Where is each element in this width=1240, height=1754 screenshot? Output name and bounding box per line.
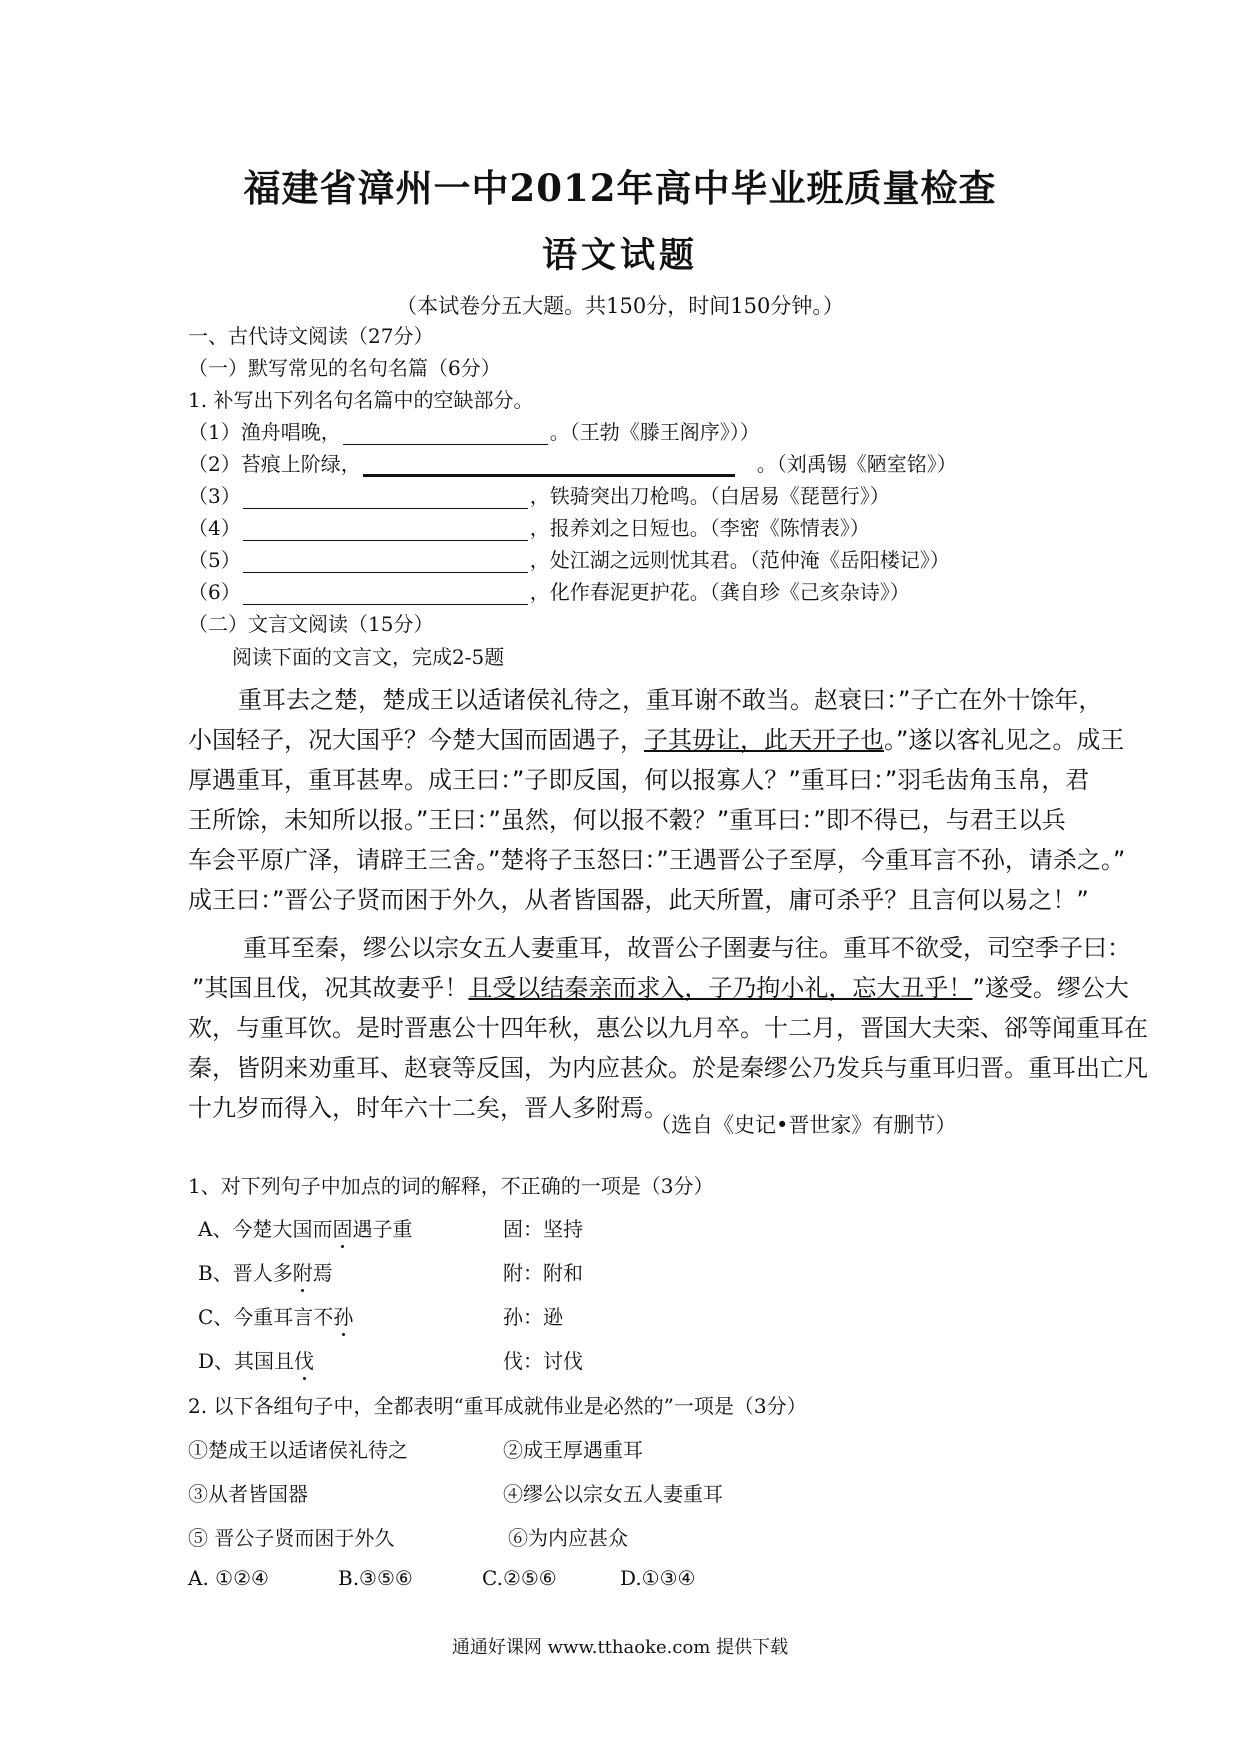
exam-title: 福建省漳州一中2012年高中毕业班质量检查 bbox=[243, 166, 997, 210]
option-d-explanation: 伐：讨伐 bbox=[503, 1349, 583, 1373]
answer-blank[interactable] bbox=[343, 424, 548, 445]
passage-line: 重耳至秦，缪公以宗女五人妻重耳，故晋公子圉妻与往。重耳不欲受，司空季子曰： bbox=[243, 934, 1131, 962]
question-stem: 1. 补写出下列名句名篇中的空缺部分。 bbox=[188, 388, 534, 412]
option-c-explanation: 孙：逊 bbox=[503, 1305, 563, 1329]
fill-suffix: 。（王勃《滕王阁序》）） bbox=[549, 420, 760, 444]
choice-c: C.②⑤⑥ bbox=[482, 1566, 557, 1590]
fill-item-2 bbox=[188, 448, 957, 477]
section-heading: 一、古代诗文阅读（27分） bbox=[188, 324, 434, 348]
sentence-item: ①楚成王以适诸侯礼待之 bbox=[188, 1438, 408, 1462]
answer-blank[interactable] bbox=[243, 520, 528, 541]
dotted-word: 附 bbox=[292, 1261, 313, 1285]
passage-line: 厚遇重耳，重耳甚卑。成王曰：”子即反国，何以报寡人？”重耳曰：”羽毛齿角玉帛，君 bbox=[188, 766, 1090, 794]
fill-suffix: ，报养刘之日短也。（李密《陈情表》） bbox=[529, 516, 870, 540]
passage-line: 王所馀，未知所以报。”王曰：”虽然，何以报不穀？”重耳曰：”即不得已，与君王以兵 bbox=[188, 806, 1066, 834]
fill-number: （6） bbox=[188, 580, 241, 604]
choice-b: B.③⑤⑥ bbox=[338, 1566, 413, 1590]
passage-text: 。”遂以客礼见之。成王 bbox=[884, 726, 1125, 754]
fill-item-4 bbox=[188, 512, 870, 541]
passage-text: 小国轻子，况大国乎？今楚大国而固遇子， bbox=[188, 726, 644, 754]
option-c bbox=[198, 1301, 353, 1330]
fill-item-6 bbox=[188, 576, 910, 605]
fill-item-5 bbox=[188, 544, 950, 573]
question-stem: 1、对下列句子中加点的词的解释，不正确的一项是（3分） bbox=[188, 1174, 714, 1198]
option-a bbox=[198, 1213, 412, 1242]
reading-instruction: 阅读下面的文言文，完成2-5题 bbox=[232, 645, 505, 669]
sentence-item: ②成王厚遇重耳 bbox=[503, 1438, 643, 1462]
passage-text: ”其国且伐，况其故妻乎！ bbox=[192, 974, 469, 1002]
answer-blank[interactable] bbox=[243, 584, 528, 605]
exam-note: （本试卷分五大题。共150分，时间150分钟。） bbox=[396, 294, 844, 318]
fill-prefix: 苔痕上阶绿， bbox=[240, 452, 361, 476]
fill-suffix: ，化作春泥更护花。（龚自珍《己亥杂诗》） bbox=[529, 580, 910, 604]
fill-prefix: 渔舟唱晚， bbox=[240, 420, 341, 444]
dotted-word: 固 bbox=[332, 1217, 353, 1241]
passage-line bbox=[192, 968, 1129, 1003]
sentence-item: ⑥为内应甚众 bbox=[508, 1526, 628, 1550]
fill-suffix: ，处江湖之远则忧其君。（范仲淹《岳阳楼记》） bbox=[529, 548, 950, 572]
fill-number: （5） bbox=[188, 548, 241, 572]
exam-subtitle: 语文试题 bbox=[541, 235, 698, 276]
option-text: B、晋人多 bbox=[198, 1261, 293, 1285]
fill-number: （2） bbox=[188, 452, 241, 476]
option-b bbox=[198, 1257, 333, 1286]
option-text: C、今重耳言不 bbox=[198, 1305, 334, 1329]
option-text: 焉 bbox=[312, 1261, 333, 1285]
sentence-item: ⑤ 晋公子贤而困于外久 bbox=[188, 1526, 395, 1550]
subsection-heading: （一）默写常见的名句名篇（6分） bbox=[188, 356, 501, 380]
fill-item-3 bbox=[188, 480, 890, 509]
answer-blank[interactable] bbox=[243, 552, 528, 573]
passage-line: 十九岁而得入，时年六十二矣，晋人多附焉。 bbox=[188, 1094, 668, 1122]
question-stem: 2. 以下各组句子中，全都表明“重耳成就伟业是必然的”一项是（3分） bbox=[188, 1394, 807, 1418]
choice-d: D.①③④ bbox=[620, 1566, 696, 1590]
fill-number: （4） bbox=[188, 516, 241, 540]
choice-a: A. ①②④ bbox=[188, 1566, 269, 1590]
passage-line: 重耳去之楚，楚成王以适诸侯礼待之，重耳谢不敢当。赵衰曰：”子亡在外十馀年， bbox=[238, 686, 1103, 714]
underlined-sentence: 子其毋让，此天开子也 bbox=[644, 726, 884, 754]
passage-source: （选自《史记•晋世家》有删节） bbox=[650, 1113, 957, 1137]
passage-line: 车会平原广泽，请辟王三舍。”楚将子玉怒曰：”王遇晋公子至厚，今重耳言不孙，请杀之。” bbox=[188, 846, 1126, 874]
answer-blank[interactable] bbox=[363, 454, 735, 477]
option-text: D、其国且 bbox=[198, 1349, 295, 1373]
footer-text: 通通好课网 www.tthaoke.com 提供下载 bbox=[451, 1637, 789, 1658]
passage-line: 欢，与重耳饮。是时晋惠公十四年秋，惠公以九月卒。十二月，晋国大夫栾、郤等闻重耳在 bbox=[188, 1014, 1148, 1042]
option-a-explanation: 固：坚持 bbox=[503, 1217, 583, 1241]
fill-number: （1） bbox=[188, 420, 241, 444]
passage-line: 成王曰：”晋公子贤而困于外久，从者皆国器，此天所置，庸可杀乎？且言何以易之！” bbox=[188, 886, 1089, 914]
fill-suffix: 。（刘禹锡《陋室铭》） bbox=[756, 452, 957, 476]
sentence-item: ③从者皆国器 bbox=[188, 1482, 308, 1506]
underlined-sentence: 且受以结秦亲而求入，子乃拘小礼，忘大丑乎！ bbox=[468, 974, 973, 1002]
dotted-word: 伐 bbox=[294, 1349, 315, 1373]
fill-item-1 bbox=[188, 416, 760, 445]
subsection-heading: （二）文言文阅读（15分） bbox=[188, 612, 434, 636]
passage-line bbox=[188, 720, 1124, 755]
passage-line: 秦，皆阴来劝重耳、赵衰等反国，为内应甚众。於是秦缪公乃发兵与重耳归晋。重耳出亡凡 bbox=[188, 1054, 1148, 1082]
option-text: A、今楚大国而 bbox=[198, 1217, 333, 1241]
option-text: 遇子重 bbox=[352, 1217, 413, 1241]
option-b-explanation: 附：附和 bbox=[503, 1261, 583, 1285]
sentence-item: ④缪公以宗女五人妻重耳 bbox=[503, 1482, 723, 1506]
dotted-word: 孙 bbox=[333, 1305, 354, 1329]
passage-text: ”遂受。缪公大 bbox=[972, 974, 1129, 1002]
fill-suffix: ，铁骑突出刀枪鸣。（白居易《琵琶行》） bbox=[529, 484, 890, 508]
answer-blank[interactable] bbox=[243, 488, 528, 509]
fill-number: （3） bbox=[188, 484, 241, 508]
option-d bbox=[198, 1345, 314, 1374]
